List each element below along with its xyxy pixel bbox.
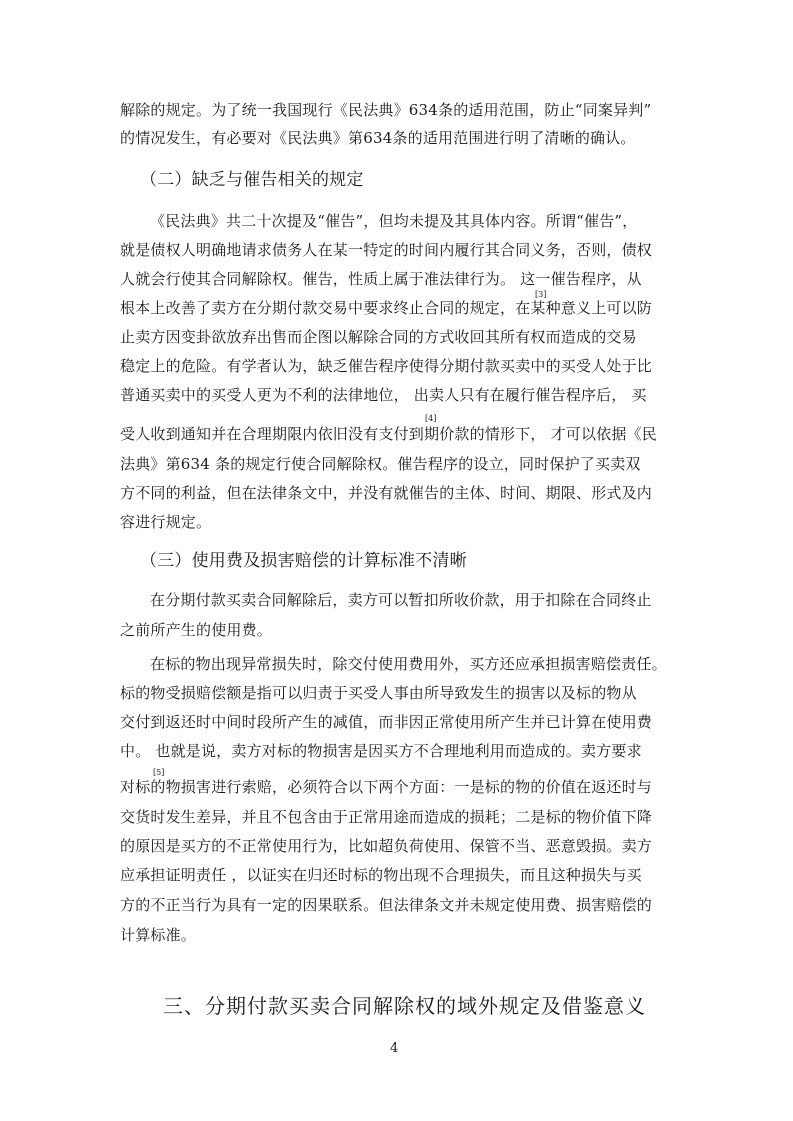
body-text-line: 人就会行使其合同解除权。催告，性质上属于准法律行为。 这一催告程序，从 bbox=[120, 270, 642, 288]
body-text-line: 对标的物损害进行索赔，必须符合以下两个方面：一是标的物的价值在返还时与 bbox=[120, 778, 653, 796]
footnote-ref-3[interactable]: [3] bbox=[535, 290, 547, 299]
page-number: 4 bbox=[390, 1041, 399, 1056]
body-text-line: 的原因是买方的不正常使用行为，比如超负荷使用、保管不当、恶意毁损。卖方 bbox=[120, 837, 653, 855]
body-text-line: 应承担证明责任 ，以证实在归还时标的物出现不合理损失，而且这种损失与买 bbox=[120, 866, 642, 884]
body-text-line: 方的不正当行为具有一定的因果联系。但法律条文并未规定使用费、损害赔偿的 bbox=[120, 896, 653, 914]
body-text-line: 在分期付款买卖合同解除后，卖方可以暂扣所收价款，用于扣除在合同终止 bbox=[150, 591, 652, 609]
footnote-ref-5[interactable]: [5] bbox=[153, 768, 165, 777]
body-text-line: 法典》第634 条的规定行使合同解除权。催告程序的设立，同时保护了买卖双 bbox=[120, 455, 641, 473]
body-text-line: 中。 也就是说，卖方对标的物损害是因买方不合理地利用而造成的。卖方要求 bbox=[120, 742, 642, 760]
body-text-line: 容进行规定。 bbox=[120, 513, 212, 531]
body-text-line: 稳定上的危险。有学者认为，缺乏催告程序使得分期付款买卖中的买受人处于比 bbox=[120, 357, 653, 375]
body-text-line: 普通买卖中的买受人更为不利的法律地位， 出卖人只有在履行催告程序后， 买 bbox=[120, 386, 647, 404]
body-text-line: 的情况发生，有必要对《民法典》第634条的适用范围进行明了清晰的确认。 bbox=[120, 129, 636, 147]
body-text-line: 在标的物出现异常损失时，除交付使用费用外，买方还应承担损害赔偿责任。 bbox=[150, 655, 667, 673]
section-heading-3: （三）使用费及损害赔偿的计算标准不清晰 bbox=[140, 551, 467, 571]
body-text-line: 就是债权人明确地请求债务人在某一特定的时间内履行其合同义务，否则，债权 bbox=[120, 241, 653, 259]
body-text-line: 解除的规定。为了统一我国现行《民法典》634条的适用范围，防止“同案异判” bbox=[120, 101, 652, 119]
section-heading-1: 三、分期付款买卖合同解除权的域外规定及借鉴意义 bbox=[163, 994, 646, 1018]
body-text-line: 受人收到通知并在合理期限内依旧没有支付到期价款的情形下， 才可以依据《民 bbox=[120, 425, 657, 443]
body-text-line: 计算标准。 bbox=[120, 926, 197, 944]
body-text-line: 方不同的利益，但在法律条文中，并没有就催告的主体、时间、期限、形式及内 bbox=[120, 484, 653, 502]
body-text-line: 标的物受损赔偿额是指可以归责于买受人事由所导致发生的损害以及标的物从 bbox=[120, 684, 637, 702]
body-text-line: 交付到返还时中间时段所产生的减值，而非因正常使用所产生并已计算在使用费 bbox=[120, 713, 653, 731]
section-heading-2: （二）缺乏与催告相关的规定 bbox=[140, 170, 364, 190]
body-text-line: 交货时发生差异，并且不包含由于正常用途而造成的损耗；二是标的物价值下降 bbox=[120, 808, 653, 826]
body-text-line: 之前所产生的使用费。 bbox=[120, 621, 273, 639]
footnote-ref-4[interactable]: [4] bbox=[425, 414, 437, 423]
body-text-line: 根本上改善了卖方在分期付款交易中要求终止合同的规定，在某种意义上可以防 bbox=[120, 299, 653, 317]
body-text-line: 止卖方因变卦欲放弃出售而企图以解除合同的方式收回其所有权而造成的交易 bbox=[120, 328, 637, 346]
body-text-line: 《民法典》共二十次提及“催告”，但均未提及其具体内容。所谓“催告”， bbox=[150, 212, 638, 230]
